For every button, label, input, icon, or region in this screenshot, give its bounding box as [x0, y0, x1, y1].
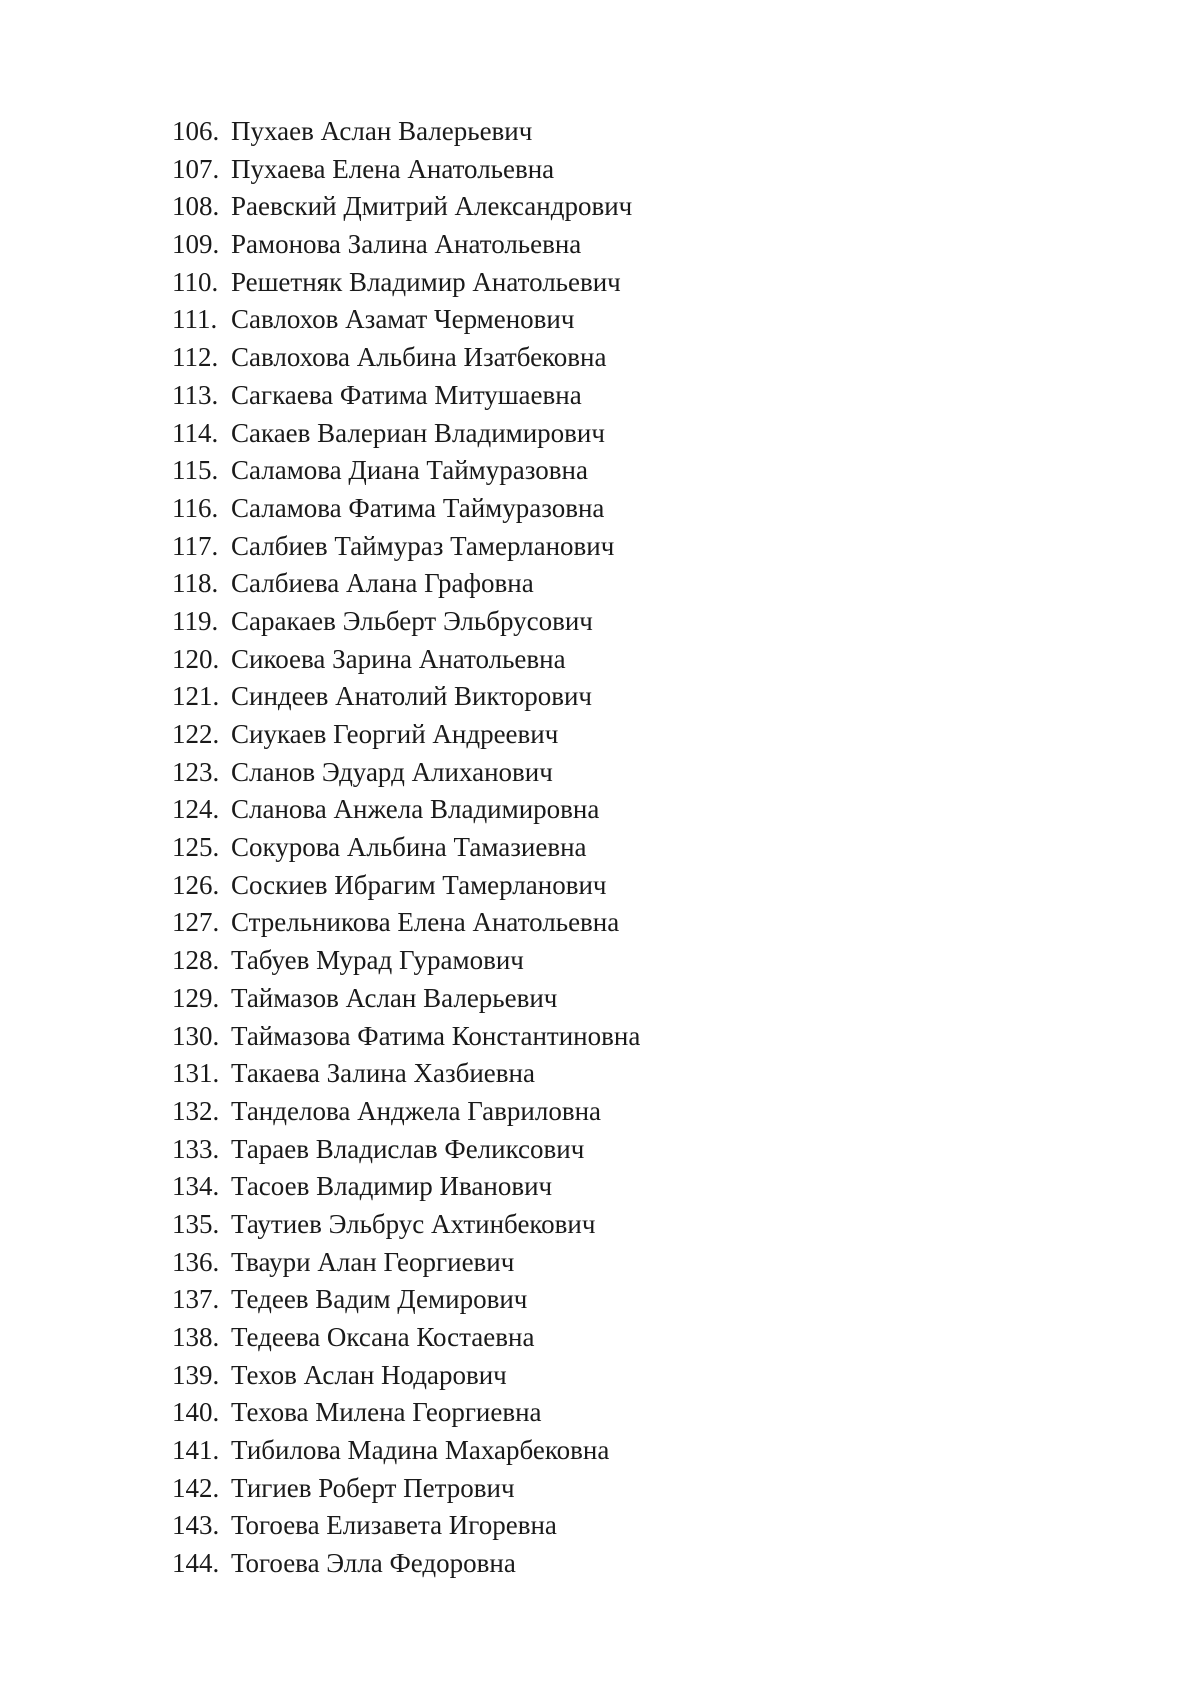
list-item	[172, 377, 640, 415]
list-item-number: 133.	[172, 1133, 220, 1164]
list-item-number: 114.	[172, 417, 219, 448]
list-item-number: 126.	[172, 869, 220, 900]
list-item-number: 139.	[172, 1359, 220, 1390]
list-item-name: Тедеев Вадим Демирович	[231, 1284, 528, 1315]
list-item	[172, 339, 640, 377]
list-item	[172, 528, 640, 566]
list-item-number: 119.	[172, 605, 219, 636]
list-item-name: Салбиева Алана Графовна	[231, 568, 534, 599]
list-item-name: Техова Милена Георгиевна	[231, 1397, 542, 1428]
list-item	[172, 678, 640, 716]
list-item	[172, 415, 640, 453]
list-item	[172, 151, 640, 189]
list-item-number: 127.	[172, 907, 220, 938]
list-item-name: Техов Аслан Нодарович	[231, 1359, 507, 1390]
list-item-number: 107.	[172, 153, 220, 184]
name-list	[172, 113, 640, 1583]
list-item	[172, 716, 640, 754]
list-item-number: 121.	[172, 681, 220, 712]
list-item-number: 116.	[172, 492, 219, 523]
list-item-name: Такаева Залина Хазбиевна	[231, 1058, 535, 1089]
list-item-name: Тедеева Оксана Костаевна	[231, 1322, 535, 1352]
list-item-name: Пухаева Елена Анатольевна	[231, 153, 555, 184]
list-item-name: Тваури Алан Георгиевич	[231, 1246, 515, 1277]
list-item	[172, 942, 640, 980]
list-item	[172, 301, 640, 339]
list-item-number: 135.	[172, 1208, 220, 1239]
list-item-name: Саламова Диана Таймуразовна	[231, 455, 588, 486]
list-item-name: Сланов Эдуард Алиханович	[231, 756, 553, 787]
list-item	[172, 980, 640, 1018]
list-item-number: 137.	[172, 1284, 220, 1315]
list-item-number: 136.	[172, 1246, 220, 1277]
list-item-number: 140.	[172, 1397, 220, 1428]
list-item-number: 132.	[172, 1095, 220, 1126]
list-item-number: 129.	[172, 982, 220, 1013]
list-item	[172, 226, 640, 264]
list-item	[172, 904, 640, 942]
list-item-number: 144.	[172, 1548, 220, 1579]
list-item	[172, 1206, 640, 1244]
list-item-number: 143.	[172, 1510, 220, 1541]
list-item-number: 138.	[172, 1322, 220, 1352]
list-item	[172, 1055, 640, 1093]
list-item	[172, 490, 640, 528]
list-item-name: Раевский Дмитрий Александрович	[231, 191, 633, 222]
list-item	[172, 1281, 640, 1319]
list-item	[172, 113, 640, 151]
list-item-number: 134.	[172, 1171, 220, 1202]
list-item-name: Тибилова Мадина Махарбековна	[231, 1435, 610, 1466]
list-item-name: Решетняк Владимир Анатольевич	[231, 266, 621, 297]
list-item-name: Сикоева Зарина Анатольевна	[231, 643, 566, 674]
list-item-name: Саракаев Эльберт Эльбрусович	[231, 605, 593, 636]
list-item-name: Стрельникова Елена Анатольевна	[231, 907, 620, 938]
list-item-name: Савлохов Азамат Черменович	[231, 304, 575, 335]
list-item-number: 115.	[172, 455, 219, 486]
list-item	[172, 1357, 640, 1395]
list-item	[172, 1507, 640, 1545]
list-item	[172, 867, 640, 905]
list-item-number: 111.	[172, 304, 218, 335]
list-item-name: Тогоева Элла Федоровна	[231, 1548, 516, 1579]
list-item	[172, 641, 640, 679]
list-item-number: 110.	[172, 266, 219, 297]
list-item-number: 125.	[172, 832, 220, 863]
list-item	[172, 1018, 640, 1056]
list-item-number: 122.	[172, 719, 220, 749]
list-item	[172, 1319, 640, 1357]
list-item	[172, 603, 640, 641]
list-item-name: Табуев Мурад Гурамович	[231, 945, 524, 976]
list-item	[172, 791, 640, 829]
list-item	[172, 1394, 640, 1432]
list-item-name: Сакаев Валериан Владимирович	[231, 417, 605, 448]
list-item	[172, 1545, 640, 1583]
list-item-number: 112.	[172, 342, 219, 373]
list-item-name: Сокурова Альбина Тамазиевна	[231, 832, 587, 863]
list-item	[172, 452, 640, 490]
list-item-number: 124.	[172, 794, 220, 825]
list-item-name: Саламова Фатима Таймуразовна	[231, 492, 605, 523]
list-item-number: 141.	[172, 1435, 220, 1466]
list-item-number: 123.	[172, 756, 220, 787]
list-item-name: Рамонова Залина Анатольевна	[231, 229, 582, 260]
list-item-name: Синдеев Анатолий Викторович	[231, 681, 592, 712]
list-item	[172, 565, 640, 603]
list-item	[172, 1470, 640, 1508]
list-item-name: Соскиев Ибрагим Тамерланович	[231, 869, 607, 900]
list-item-name: Тараев Владислав Феликсович	[231, 1133, 585, 1164]
list-item-number: 130.	[172, 1020, 220, 1051]
list-item-number: 108.	[172, 191, 220, 222]
list-item-number: 142.	[172, 1472, 220, 1503]
list-item-name: Таймазова Фатима Константиновна	[231, 1020, 641, 1051]
list-item	[172, 264, 640, 302]
list-item-name: Тигиев Роберт Петрович	[231, 1472, 515, 1503]
list-item	[172, 1244, 640, 1282]
list-item-name: Тогоева Елизавета Игоревна	[231, 1510, 557, 1541]
list-item-name: Сиукаев Георгий Андреевич	[231, 719, 559, 749]
list-item	[172, 1432, 640, 1470]
list-item-name: Таймазов Аслан Валерьевич	[231, 982, 558, 1013]
list-item-name: Салбиев Таймураз Тамерланович	[231, 530, 615, 561]
list-item	[172, 829, 640, 867]
list-item-name: Танделова Анджела Гавриловна	[231, 1095, 602, 1126]
list-item-number: 117.	[172, 530, 219, 561]
list-item	[172, 1168, 640, 1206]
list-item	[172, 1093, 640, 1131]
list-item-number: 106.	[172, 116, 220, 146]
list-item-name: Сагкаева Фатима Митушаевна	[231, 379, 582, 410]
list-item	[172, 754, 640, 792]
list-item-number: 128.	[172, 945, 220, 976]
list-item-name: Сланова Анжела Владимировна	[231, 794, 600, 825]
list-item	[172, 1131, 640, 1169]
list-item-number: 118.	[172, 568, 219, 599]
list-item-name: Таутиев Эльбрус Ахтинбекович	[231, 1208, 596, 1239]
list-item-name: Савлохова Альбина Изатбековна	[231, 342, 607, 373]
list-item	[172, 188, 640, 226]
list-item-name: Пухаев Аслан Валерьевич	[231, 116, 533, 146]
list-item-number: 109.	[172, 229, 220, 260]
list-item-number: 120.	[172, 643, 220, 674]
list-item-name: Тасоев Владимир Иванович	[231, 1171, 553, 1202]
list-item-number: 131.	[172, 1058, 220, 1089]
list-item-number: 113.	[172, 379, 219, 410]
